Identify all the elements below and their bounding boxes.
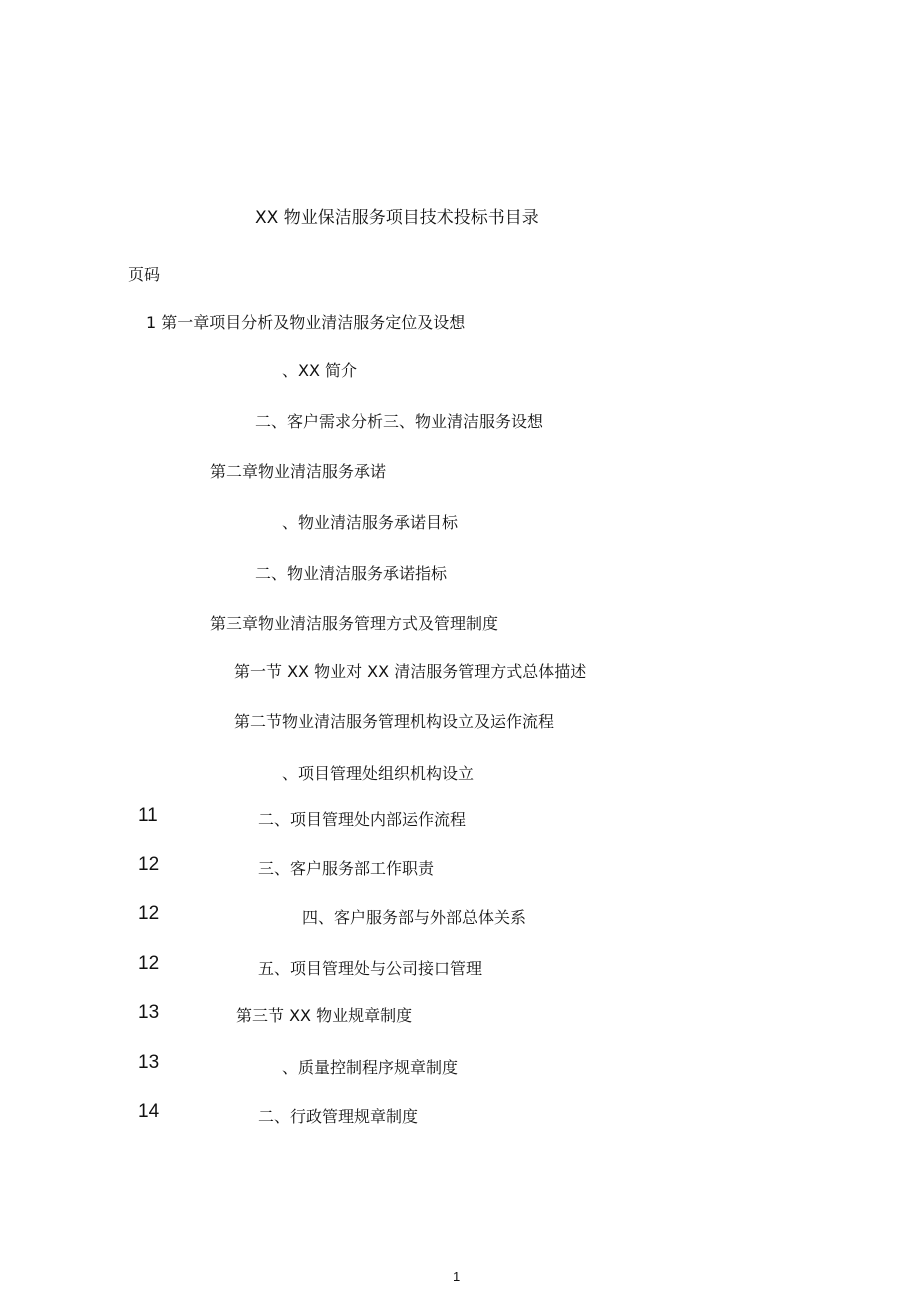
toc-entry: 、项目管理处组织机构设立	[282, 764, 475, 783]
toc-entry: 三、客户服务部工作职责	[258, 859, 435, 878]
toc-entry-chapter-1: 1 第一章项目分析及物业清洁服务定位及设想	[146, 313, 466, 332]
toc-page-number: 14	[138, 1101, 160, 1122]
toc-entry-section: 第三节 XX 物业规章制度	[236, 1006, 413, 1025]
toc-page-number: 13	[138, 1002, 160, 1023]
toc-page-number: 13	[138, 1052, 160, 1073]
toc-page-number: 12	[138, 903, 160, 924]
toc-entry: 、质量控制程序规章制度	[282, 1058, 459, 1077]
toc-entry-section: 第一节 XX 物业对 XX 清洁服务管理方式总体描述	[234, 662, 587, 681]
toc-page-number: 12	[138, 854, 160, 875]
toc-entry: 二、行政管理规章制度	[258, 1107, 419, 1126]
toc-entry-section: 第二节物业清洁服务管理机构设立及运作流程	[234, 712, 555, 731]
toc-entry-chapter-3: 第三章物业清洁服务管理方式及管理制度	[210, 614, 499, 633]
document-title: XX 物业保洁服务项目技术投标书目录	[255, 208, 539, 228]
toc-entry: 二、项目管理处内部运作流程	[258, 810, 467, 829]
toc-entry: 二、客户需求分析三、物业清洁服务设想	[255, 412, 544, 431]
toc-entry: 二、物业清洁服务承诺指标	[255, 564, 448, 583]
footer-page-number: 1	[453, 1269, 461, 1284]
toc-page-number: 11	[138, 805, 158, 826]
toc-entry-chapter-2: 第二章物业清洁服务承诺	[210, 462, 387, 481]
toc-entry: 、物业清洁服务承诺目标	[282, 513, 459, 532]
toc-entry: 、XX 简介	[282, 361, 358, 380]
toc-page-number: 12	[138, 953, 160, 974]
toc-entry: 四、客户服务部与外部总体关系	[302, 908, 527, 927]
page-number-column-label: 页码	[128, 265, 161, 284]
toc-entry: 五、项目管理处与公司接口管理	[258, 959, 483, 978]
